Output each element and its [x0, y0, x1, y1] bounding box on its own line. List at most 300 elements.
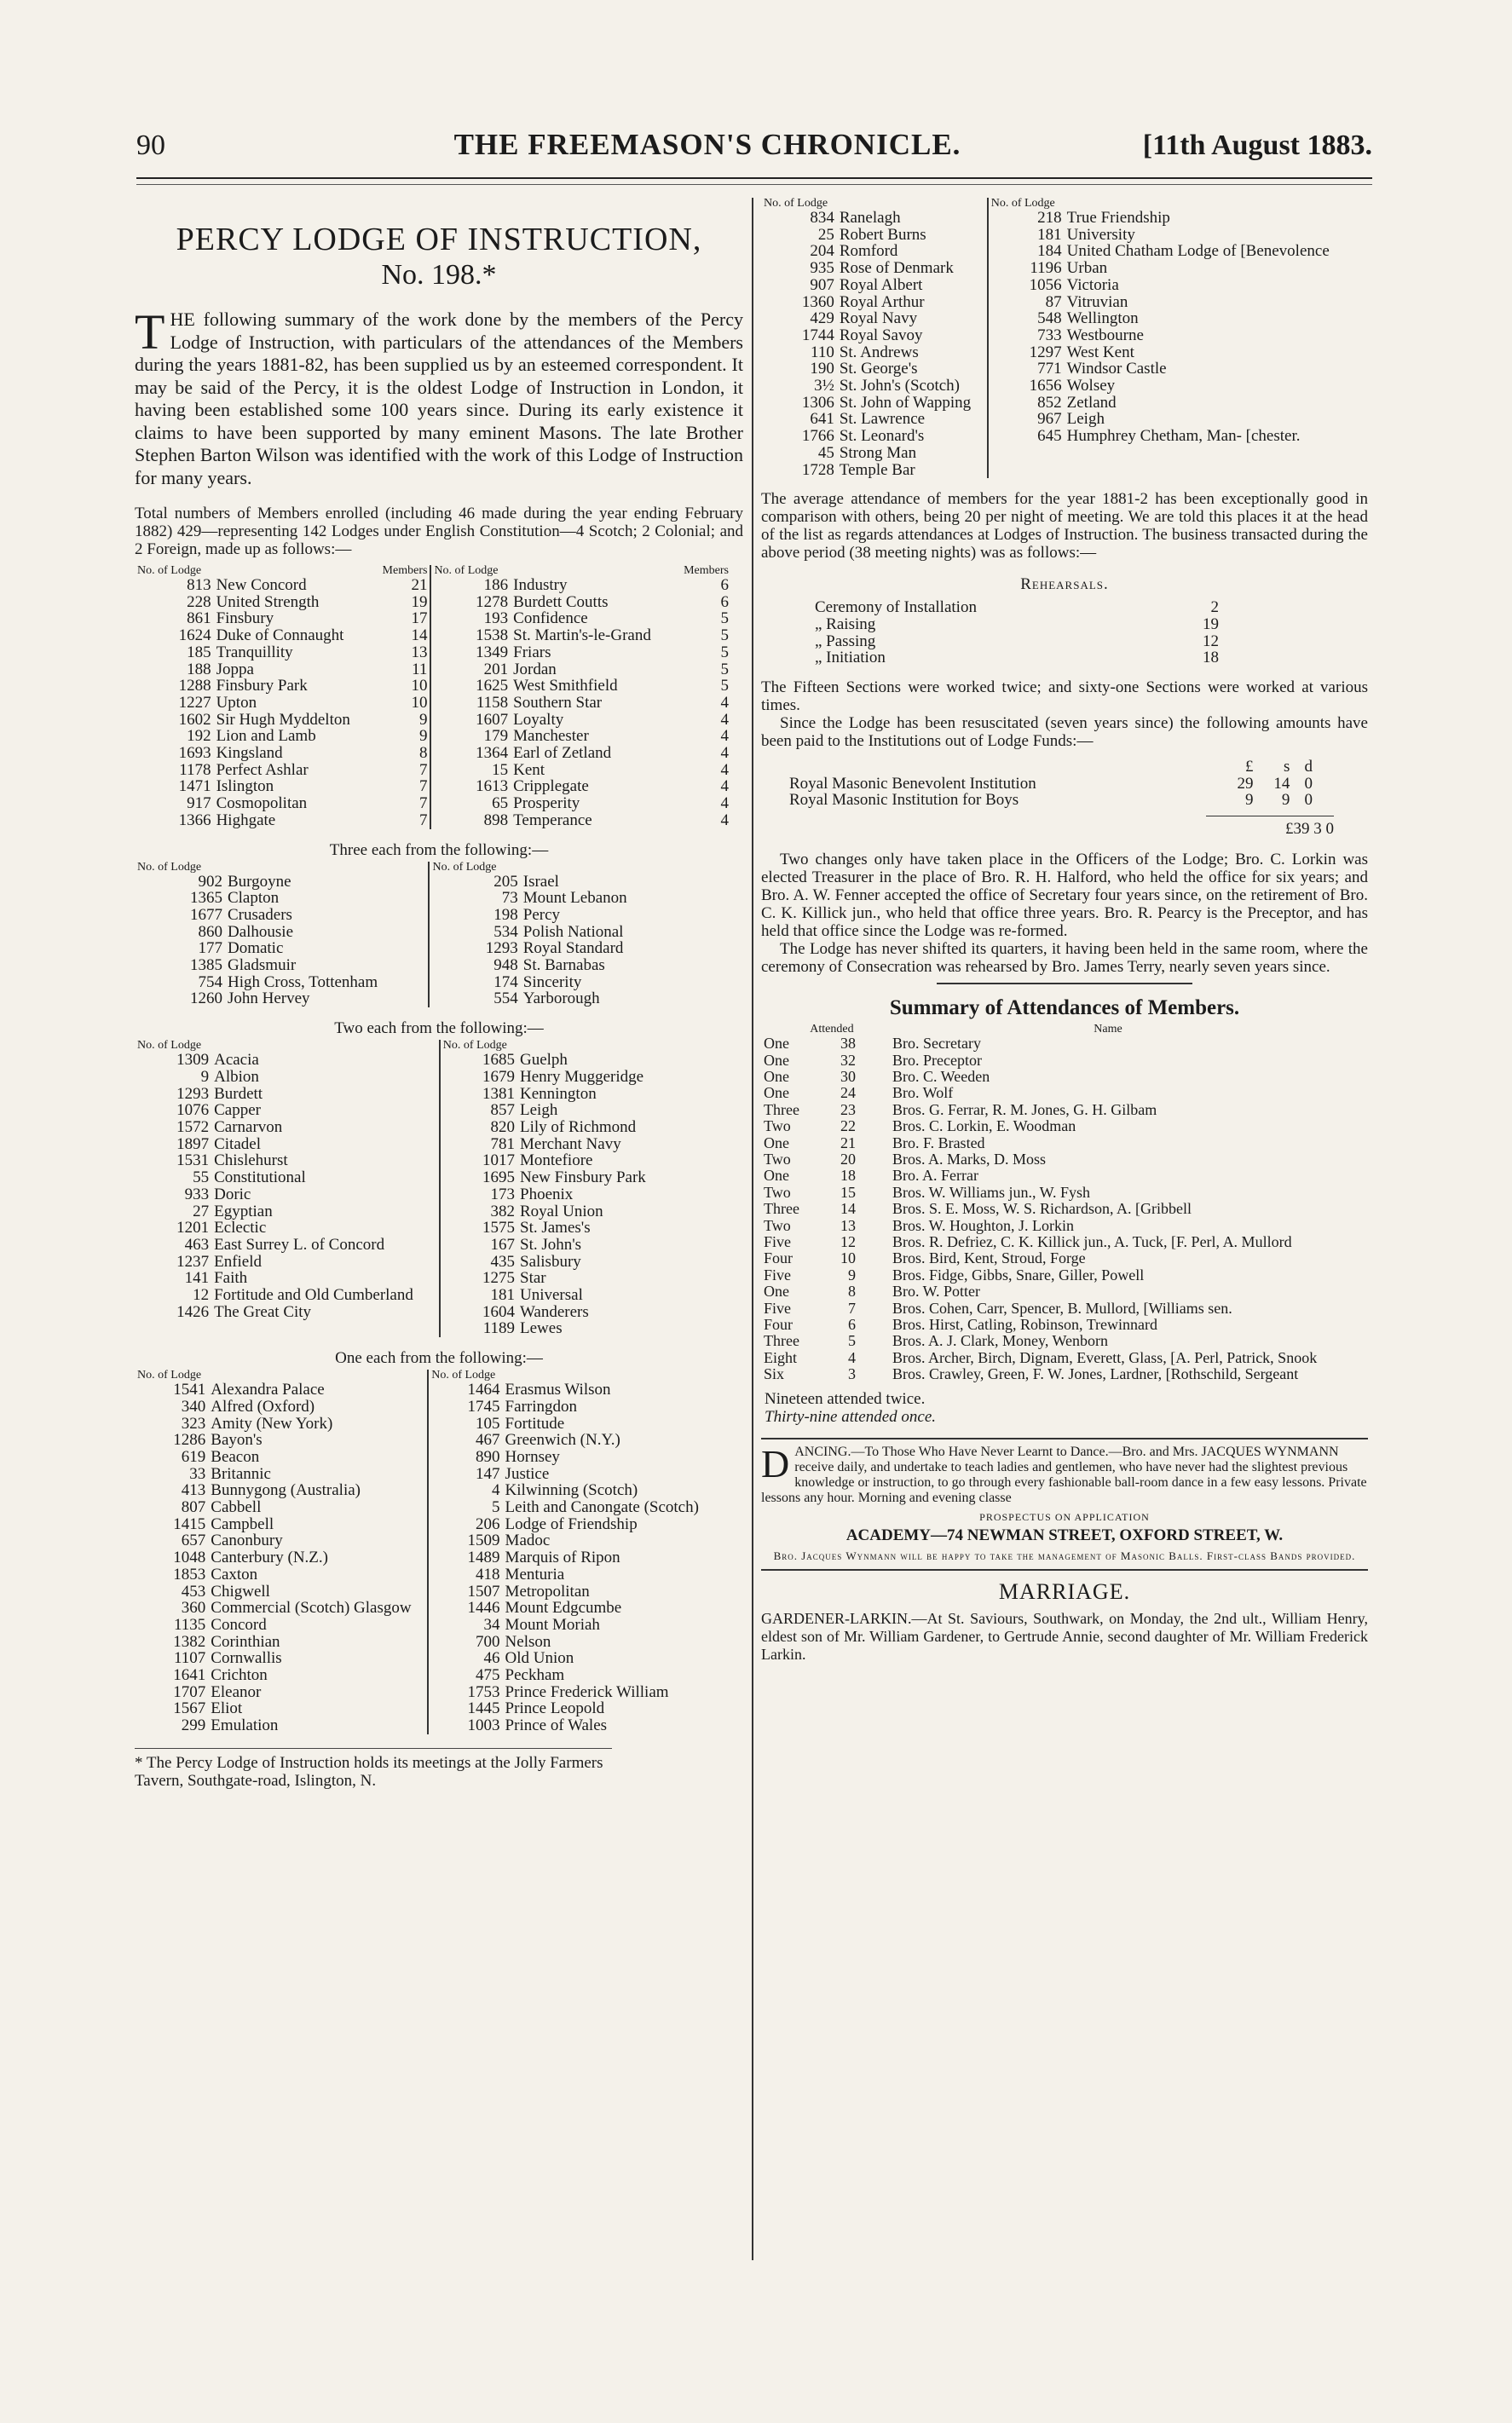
- member-count: 7: [418, 777, 428, 796]
- lodge-name: Egyptian: [214, 1202, 273, 1220]
- lodge-name: Humphrey Chetham, Man- [chester.: [1066, 427, 1301, 446]
- members-table: [135, 565, 731, 829]
- lodge-number: 1707: [173, 1682, 206, 1701]
- lodge-number: 228: [187, 592, 211, 611]
- lodge-name: Hornsey: [505, 1447, 560, 1466]
- lodge-number: 1538: [430, 627, 511, 644]
- table-row: [135, 1549, 714, 1566]
- lodge-name: Kilwinning (Scotch): [505, 1481, 638, 1500]
- continued-lodge-table: [761, 198, 1358, 478]
- lodge-number: 1604: [440, 1304, 517, 1321]
- lodge-number: 1446: [428, 1600, 502, 1617]
- lodge-name: Mount Moriah: [505, 1615, 600, 1634]
- table-row: [135, 1516, 714, 1533]
- ceremony-count: 18: [1203, 649, 1219, 667]
- lodge-name: Citadel: [214, 1134, 261, 1153]
- funds-total: £39 3 0: [1206, 816, 1334, 839]
- lodge-number: 204: [810, 242, 834, 261]
- since-paragraph: Since the Lodge has been resuscitated (seven years since) the following amounts have been paid to the Institutions out of Lodge Funds:—: [761, 714, 1368, 751]
- header-rule: [136, 177, 1372, 179]
- table-row: [761, 1301, 1358, 1317]
- hdr-lodge-no: No. of Lodge: [764, 197, 828, 210]
- lodge-number: 1641: [173, 1666, 206, 1685]
- lodge-name: Confidence: [513, 609, 588, 628]
- table-row: [135, 1136, 663, 1153]
- member-count: 4: [720, 811, 729, 829]
- lodge-name: Gladsmuir: [227, 956, 297, 975]
- table-row: [135, 1320, 663, 1337]
- page-number: 90: [136, 130, 165, 161]
- lodge-number: 1693: [178, 744, 211, 763]
- lodge-number: 1464: [428, 1382, 502, 1399]
- lodge-number: 781: [440, 1136, 517, 1153]
- lodge-number: 1853: [173, 1565, 206, 1584]
- lodge-number: 935: [810, 259, 834, 278]
- table-row: [761, 344, 1358, 361]
- lodge-name: Burdett: [214, 1084, 263, 1103]
- table-row: [135, 1617, 714, 1634]
- lodge-number: 771: [988, 361, 1065, 378]
- member-count: 10: [411, 677, 428, 695]
- attendance-header: [761, 1024, 1358, 1036]
- member-names: Bro. F. Brasted: [892, 1134, 985, 1151]
- lodge-number: 1227: [178, 693, 211, 712]
- lodge-number: 193: [430, 610, 511, 627]
- member-names: Bro. C. Weeden: [892, 1067, 990, 1085]
- table-row: [812, 649, 1221, 666]
- lodge-number: 188: [187, 660, 211, 678]
- table-row: [135, 610, 731, 627]
- member-count: 5: [720, 626, 729, 645]
- lodge-number: 192: [187, 727, 211, 746]
- member-count-word: Five: [764, 1266, 792, 1284]
- member-names: Bros. Fidge, Gibbs, Snare, Giller, Powell: [892, 1266, 1145, 1284]
- lodge-number: 1107: [173, 1649, 206, 1668]
- lodge-name: Strong Man: [839, 443, 917, 462]
- table-row: [135, 1304, 663, 1321]
- lodge-number: 733: [988, 327, 1065, 344]
- lodge-number: 1897: [176, 1134, 210, 1153]
- lodge-number: 861: [187, 609, 211, 628]
- member-count-word: One: [764, 1134, 789, 1151]
- member-count-word: One: [764, 1067, 789, 1085]
- lodge-number: 1364: [430, 745, 511, 762]
- lodge-name: Prosperity: [513, 794, 580, 813]
- member-count: 7: [418, 760, 428, 779]
- lodge-name: Kennington: [520, 1084, 597, 1103]
- lodge-number: 1349: [430, 644, 511, 661]
- member-count-word: Three: [764, 1332, 799, 1350]
- table-row: [135, 712, 731, 729]
- lodge-number: 1178: [179, 760, 211, 779]
- lodge-number: 1076: [176, 1101, 210, 1120]
- hdr-lodge-no: No. of Lodge: [137, 860, 202, 874]
- marriage-title: MARRIAGE.: [998, 1578, 1131, 1604]
- table-row: [761, 294, 1358, 311]
- table-row: [761, 1151, 1358, 1168]
- lodge-name: Burgoyne: [227, 872, 291, 891]
- member-count: 21: [411, 576, 428, 594]
- lodge-name: Tranquillity: [216, 643, 293, 661]
- member-count: 19: [411, 592, 428, 611]
- times-attended: 13: [840, 1216, 856, 1234]
- member-count-word: Two: [764, 1216, 791, 1234]
- table-row: [135, 1416, 714, 1433]
- ad-note: Bro. Jacques Wynmann will be happy to take the management of Masonic Balls. First-class Bands provided.: [773, 1549, 1356, 1562]
- table-row: [135, 695, 731, 712]
- member-names: Bros. Archer, Birch, Dignam, Everett, Glass, [A. Perl, Patrick, Snook: [892, 1348, 1318, 1366]
- one-each-table: [135, 1370, 714, 1734]
- lodge-number: 1056: [988, 277, 1065, 294]
- ceremony-name: „ Initiation: [815, 649, 886, 667]
- institution-name: Royal Masonic Benevolent Institution: [789, 774, 1036, 793]
- lodge-number: 554: [429, 990, 520, 1007]
- member-count: 7: [418, 811, 428, 829]
- lodge-name: Bunnygong (Australia): [211, 1481, 361, 1500]
- lodge-name: Percy: [522, 905, 561, 924]
- times-attended: 20: [840, 1151, 856, 1168]
- member-count-word: Two: [764, 1151, 791, 1168]
- lodge-name: Guelph: [520, 1051, 568, 1070]
- lodge-number: 1260: [189, 989, 222, 1008]
- member-count: 9: [418, 727, 428, 746]
- lodge-number: 857: [440, 1102, 517, 1119]
- lodge-name: New Concord: [216, 576, 307, 594]
- lodge-name: Universal: [520, 1286, 583, 1305]
- table-row: [135, 907, 663, 924]
- lodge-name: Eleanor: [211, 1682, 262, 1701]
- table-row: [135, 940, 663, 957]
- lodge-name: Cornwallis: [211, 1649, 282, 1668]
- lodge-name: Prince of Wales: [505, 1716, 608, 1735]
- lodge-number: 185: [187, 643, 211, 661]
- ad-prospectus: PROSPECTUS ON APPLICATION: [979, 1510, 1150, 1523]
- left-column: [135, 198, 743, 1790]
- lodge-number: 1048: [173, 1549, 206, 1567]
- officers-paragraph: Two changes only have taken place in the Officers of the Lodge; Bro. C. Lorkin was elected Treasurer in the place of Bro. R. H. Halford, who held the office for six years; and Bro. A. W. Fenner accepted the office of Secretary four years since, on the retirement of Bro. C. K. Killick jun., who held that office three years. Bro. R. Pearcy is the Preceptor, and has held that office since the Lodge was re-formed.: [761, 851, 1368, 941]
- table-row: [761, 1168, 1358, 1184]
- rehearsals-heading: Rehearsals.: [1020, 575, 1109, 594]
- member-count: 5: [720, 643, 729, 661]
- lodge-name: Royal Savoy: [839, 326, 923, 344]
- lodge-number: 198: [429, 907, 520, 924]
- lodge-number: 1426: [176, 1302, 210, 1321]
- two-each-heading: Two each from the following:—: [334, 1019, 544, 1038]
- pence: 0: [1304, 791, 1313, 810]
- lodge-name: Prince Leopold: [505, 1699, 605, 1718]
- hdr-lodge-no: No. of Lodge: [137, 1369, 202, 1382]
- lodge-name: Chigwell: [211, 1582, 270, 1601]
- lodge-number: 435: [440, 1254, 517, 1271]
- table-row: [135, 812, 731, 829]
- lodge-name: Caxton: [211, 1565, 258, 1584]
- pence: 0: [1304, 774, 1313, 793]
- table-row: [761, 462, 1358, 479]
- lodge-number: 1286: [173, 1431, 206, 1450]
- lodge-number: 1572: [176, 1117, 210, 1136]
- table-row: [135, 644, 731, 661]
- lodge-number: 1382: [173, 1632, 206, 1651]
- table-row: [135, 924, 663, 941]
- times-attended: 21: [840, 1134, 856, 1151]
- lodge-name: New Finsbury Park: [520, 1168, 646, 1187]
- lodge-name: Islington: [216, 777, 274, 796]
- lodge-number: 1360: [801, 292, 834, 311]
- lodge-name: Wolsey: [1066, 377, 1116, 395]
- lodge-number: 1003: [428, 1717, 502, 1734]
- lodge-name: St. John's (Scotch): [839, 377, 961, 395]
- lodge-number: 1471: [178, 777, 211, 796]
- lodge-name: Amity (New York): [211, 1414, 333, 1433]
- lodge-name: St. John's: [520, 1235, 582, 1254]
- table-row: [135, 1102, 663, 1119]
- lodge-name: Kent: [513, 760, 545, 779]
- lodge-name: Domatic: [227, 939, 284, 958]
- col-attended: Attended: [810, 1023, 854, 1036]
- times-attended: 15: [840, 1183, 856, 1201]
- lodge-number: 141: [184, 1269, 210, 1288]
- table-row: [761, 1102, 1358, 1118]
- lodge-name: Robert Burns: [839, 225, 926, 244]
- table-row: [761, 428, 1358, 445]
- lodge-number: 1158: [430, 695, 511, 712]
- three-each-heading: Three each from the following:—: [329, 840, 549, 859]
- member-count-word: One: [764, 1167, 789, 1185]
- table-row: [135, 627, 731, 644]
- member-count: 5: [720, 677, 729, 695]
- member-count: 11: [412, 660, 428, 678]
- lodge-name: Canonbury: [211, 1532, 283, 1550]
- member-count: 13: [411, 643, 428, 661]
- lodge-number: 1602: [178, 710, 211, 729]
- lodge-number: 1201: [176, 1219, 210, 1237]
- lodge-number: 890: [428, 1449, 502, 1466]
- table-row: [135, 1152, 663, 1169]
- lodge-number: 948: [429, 957, 520, 974]
- lodge-name: West Kent: [1066, 343, 1134, 361]
- lodge-number: 453: [181, 1582, 206, 1601]
- table-row: [135, 1237, 663, 1254]
- ad-body: [761, 1441, 1368, 1506]
- lodge-number: 917: [187, 794, 211, 813]
- lodge-name: Farringdon: [505, 1397, 577, 1416]
- member-count-word: One: [764, 1051, 789, 1069]
- lodge-number: 1607: [430, 712, 511, 729]
- intro-text: HE following summary of the work done by the members of the Percy Lodge of Instruction, with particulars of the attendances of the Members during the years 1881-82, has been supplied us by an esteemed correspondent. It may be said of the Percy, it is the oldest Lodge of Instruction in London, it having been established some 100 years since. During its early existence it claims to have been supported by many eminent Masons. The late Brother Stephen Barton Wilson was identified with the work of this Lodge of Instruction for many years.: [135, 309, 743, 488]
- member-names: Bros. G. Ferrar, R. M. Jones, G. H. Gilbam: [892, 1100, 1157, 1118]
- lodge-name: Crichton: [211, 1666, 268, 1685]
- lodge-name: Earl of Zetland: [513, 744, 612, 763]
- member-names: Bros. Bird, Kent, Stroud, Forge: [892, 1249, 1086, 1267]
- table-row: [761, 1201, 1358, 1217]
- table-row: [135, 1119, 663, 1136]
- lodge-number: 1728: [801, 460, 834, 479]
- lodge-number: 1766: [801, 427, 834, 446]
- table-row: [761, 1185, 1358, 1201]
- lodge-name: Windsor Castle: [1066, 360, 1167, 378]
- table-row: [761, 1317, 1358, 1333]
- article-subtitle: No. 198.*: [381, 259, 497, 291]
- lodge-name: Wanderers: [520, 1302, 589, 1321]
- lodge-number: 1381: [440, 1086, 517, 1103]
- lodge-number: 174: [429, 974, 520, 991]
- lodge-name: Fortitude: [505, 1414, 565, 1433]
- times-attended: 8: [848, 1283, 856, 1301]
- lodge-number: 206: [428, 1516, 502, 1533]
- lodge-name: East Surrey L. of Concord: [214, 1235, 385, 1254]
- lodge-name: Madoc: [505, 1532, 551, 1550]
- table-row: [761, 243, 1358, 260]
- funds-table: [787, 759, 1315, 809]
- member-names: Bros. W. Houghton, J. Lorkin: [892, 1216, 1075, 1234]
- lodge-name: Eclectic: [214, 1219, 267, 1237]
- lodge-number: 4: [428, 1482, 502, 1499]
- lodge-name: Prince Frederick William: [505, 1682, 669, 1701]
- col-pence: d: [1304, 758, 1313, 776]
- lodge-name: The Great City: [214, 1302, 312, 1321]
- rehearsals-table: [812, 599, 1221, 666]
- lodge-name: Westbourne: [1066, 326, 1144, 344]
- ceremony-count: 2: [1210, 598, 1219, 617]
- lodge-number: 1745: [428, 1399, 502, 1416]
- member-names: Bro. W. Potter: [892, 1283, 981, 1301]
- lodge-number: 340: [181, 1397, 206, 1416]
- lodge-number: 55: [193, 1168, 210, 1187]
- lodge-name: Greenwich (N.Y.): [505, 1431, 620, 1450]
- member-count-word: Two: [764, 1183, 791, 1201]
- member-names: Bros. A. J. Clark, Money, Wenborn: [892, 1332, 1109, 1350]
- lodge-name: Emulation: [211, 1716, 279, 1735]
- lodge-number: 181: [440, 1287, 517, 1304]
- lodge-name: St. Andrews: [839, 343, 919, 361]
- hdr-members-2: Members: [684, 564, 729, 577]
- table-row: [761, 1053, 1358, 1069]
- lodge-number: 33: [189, 1464, 206, 1483]
- table-row: [761, 361, 1358, 378]
- lodge-name: Lewes: [520, 1319, 563, 1338]
- lodge-number: 1679: [440, 1069, 517, 1086]
- lodge-name: West Smithfield: [513, 677, 618, 695]
- lodge-name: Friars: [513, 643, 551, 661]
- lodge-number: 1656: [988, 378, 1065, 395]
- table-row: [135, 678, 731, 695]
- lodge-number: 907: [810, 275, 834, 294]
- lodge-name: Industry: [513, 576, 568, 594]
- table-row: [135, 957, 663, 974]
- lodge-name: Peckham: [505, 1666, 565, 1685]
- table-row: [761, 378, 1358, 395]
- times-attended: 10: [840, 1249, 856, 1267]
- lodge-name: Cripplegate: [513, 777, 589, 796]
- times-attended: 30: [840, 1067, 856, 1085]
- table-row: [135, 1566, 714, 1584]
- right-column: [761, 198, 1368, 1664]
- table-row: [135, 1634, 714, 1651]
- lodge-number: 902: [198, 872, 222, 891]
- lodge-number: 467: [428, 1432, 502, 1449]
- lodge-name: Menturia: [505, 1565, 565, 1584]
- lodge-name: Enfield: [214, 1252, 263, 1271]
- lodge-name: Joppa: [216, 660, 254, 678]
- lodge-number: 15: [430, 762, 511, 779]
- lodge-number: 475: [428, 1667, 502, 1684]
- lodge-number: 852: [988, 395, 1065, 412]
- table-row: [135, 1086, 663, 1103]
- table-row: [761, 445, 1358, 462]
- lodge-number: 110: [811, 343, 834, 361]
- lodge-number: 12: [193, 1286, 210, 1305]
- lodge-name: St. Barnabas: [522, 956, 605, 975]
- table-row: [761, 1350, 1358, 1366]
- lodge-name: Britannic: [211, 1464, 271, 1483]
- lodge-name: Alfred (Oxford): [211, 1397, 315, 1416]
- footnote: * The Percy Lodge of Instruction holds its meetings at the Jolly Farmers Tavern, Southgate-road, Islington, N.: [135, 1748, 612, 1790]
- lodge-name: Perfect Ashlar: [216, 760, 309, 779]
- lodge-name: Cabbell: [211, 1498, 262, 1517]
- lodge-number: 619: [181, 1447, 206, 1466]
- lodge-name: Bayon's: [211, 1431, 263, 1450]
- dancing-advertisement: [761, 1438, 1368, 1571]
- member-count: 7: [418, 794, 428, 813]
- lodge-name: True Friendship: [1066, 209, 1170, 227]
- times-attended: 9: [848, 1266, 856, 1284]
- lodge-number: 754: [198, 972, 222, 991]
- hdr-lodge-no: No. of Lodge: [137, 564, 202, 577]
- lodge-name: Campbell: [211, 1514, 274, 1533]
- lodge-name: Loyalty: [513, 710, 564, 729]
- member-count: 4: [720, 710, 729, 729]
- table-row: [761, 227, 1358, 244]
- lodge-number: 1685: [440, 1052, 517, 1069]
- table-row: [761, 1267, 1358, 1284]
- sections-paragraph: The Fifteen Sections were worked twice; and sixty-one Sections were worked at various times.: [761, 678, 1368, 715]
- member-names: Bro. Wolf: [892, 1084, 954, 1102]
- lodge-name: Metropolitan: [505, 1582, 590, 1601]
- ad-academy: ACADEMY—74 NEWMAN STREET, OXFORD STREET, W.: [845, 1526, 1284, 1544]
- table-row: [135, 1186, 663, 1203]
- totals-paragraph: Total numbers of Members enrolled (including 46 made during the year ending February 1882) 429—representing 142 Lodges under English Constitution—4 Scotch; 2 Colonial; and 2 Foreign, made up as follows:—: [135, 505, 743, 558]
- lodge-number: 898: [430, 812, 511, 829]
- hdr-members: Members: [382, 564, 428, 577]
- lodge-number: 360: [181, 1599, 206, 1618]
- member-count-word: One: [764, 1084, 789, 1102]
- lodge-number: 46: [428, 1650, 502, 1667]
- table-row: [135, 728, 731, 745]
- lodge-name: Wellington: [1066, 309, 1139, 328]
- member-count-word: One: [764, 1283, 789, 1301]
- lodge-number: 1507: [428, 1584, 502, 1601]
- member-names: Bro. A. Ferrar: [892, 1167, 978, 1185]
- attendance-table: [761, 1024, 1358, 1383]
- attendance-title: Summary of Attendances of Members.: [889, 996, 1240, 1020]
- times-attended: 4: [848, 1348, 856, 1366]
- lodge-name: Royal Arthur: [839, 292, 925, 311]
- member-count: 8: [418, 744, 428, 763]
- institution-name: Royal Masonic Institution for Boys: [789, 791, 1019, 810]
- lodge-number: 807: [181, 1498, 206, 1517]
- lodge-name: Fortitude and Old Cumberland: [214, 1286, 413, 1305]
- ceremony-name: „ Raising: [815, 614, 876, 633]
- times-attended: 5: [848, 1332, 856, 1350]
- lodge-name: Clapton: [227, 889, 280, 908]
- lodge-name: High Cross, Tottenham: [227, 972, 378, 991]
- header-rule-thin: [136, 184, 1372, 185]
- lodge-number: 1275: [440, 1270, 517, 1287]
- lodge-name: Erasmus Wilson: [505, 1381, 611, 1399]
- pounds: 9: [1244, 791, 1254, 810]
- lodge-number: 933: [184, 1185, 210, 1203]
- lodge-name: Sincerity: [522, 972, 582, 991]
